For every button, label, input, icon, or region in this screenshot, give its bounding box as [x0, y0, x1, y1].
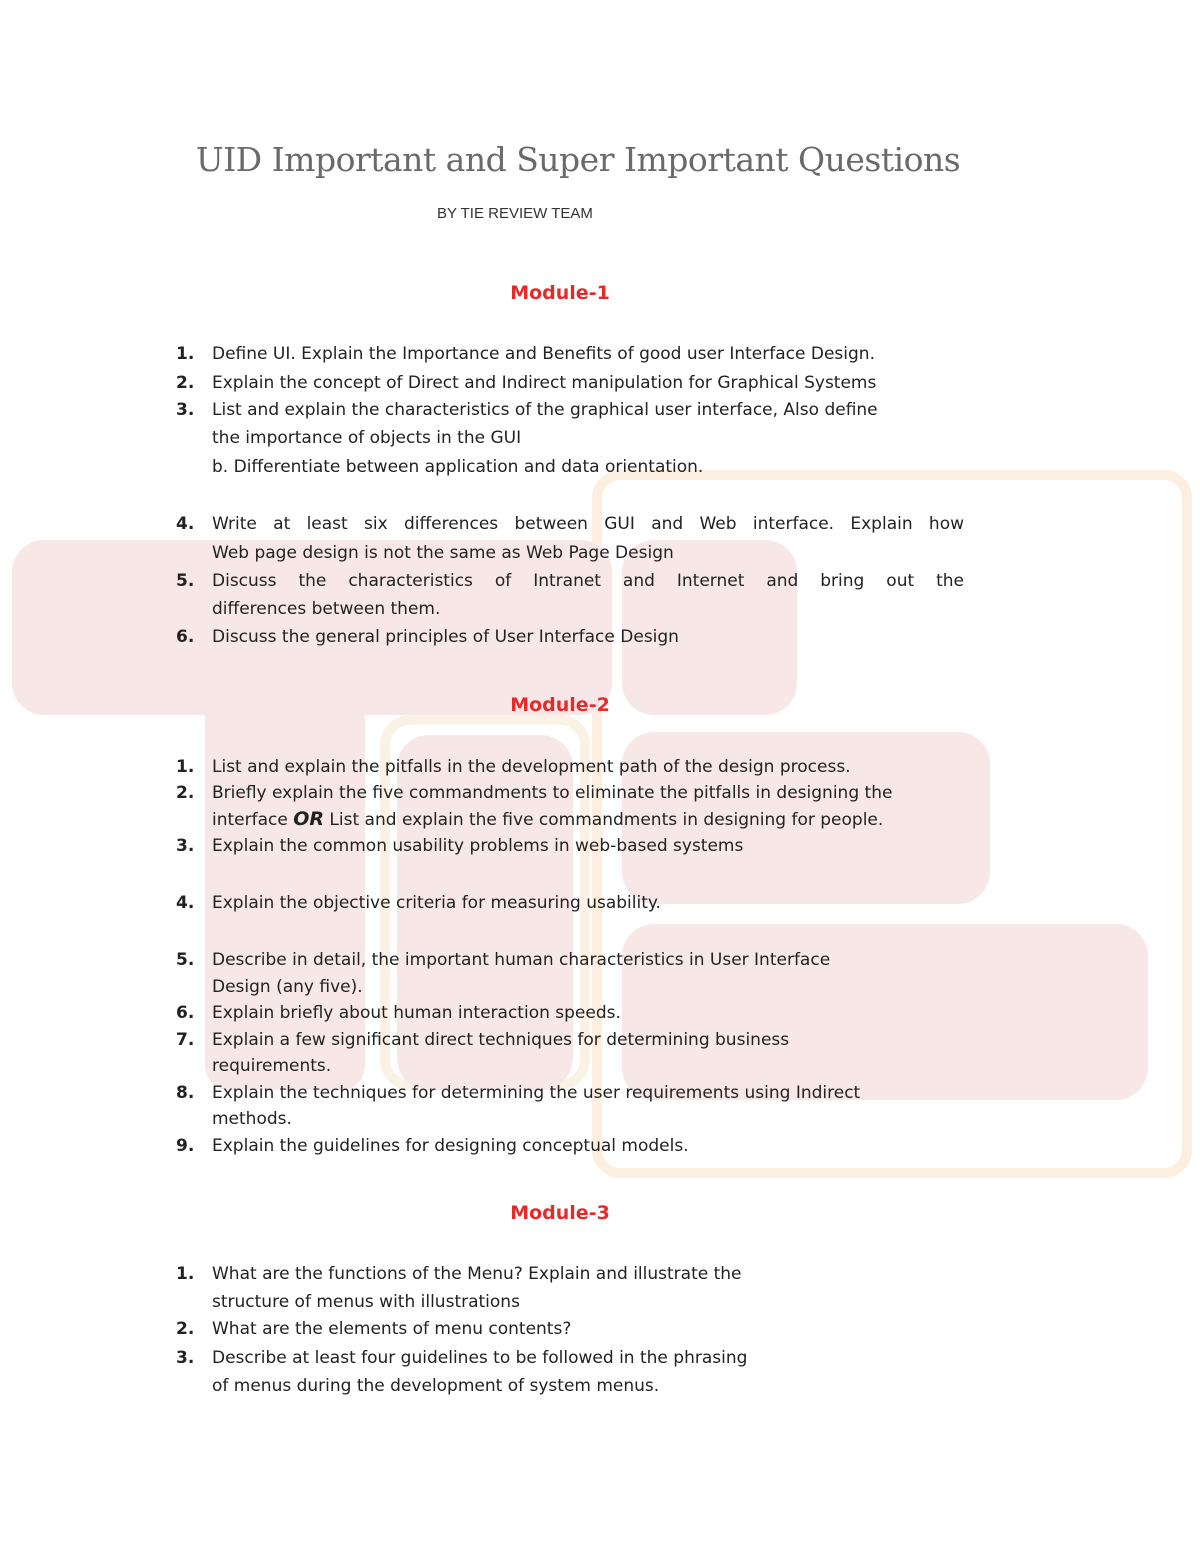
module-1-question-3-sub-b: b. Differentiate between application and data orientation. — [212, 457, 704, 477]
line-suffix: List and explain the five commandments in designing for people. — [324, 810, 884, 830]
question-text-line-1: Write at least six differences between GUI and Web interface. Explain how — [212, 514, 964, 534]
question-number: 2. — [176, 783, 195, 803]
question-number: 3. — [176, 836, 195, 856]
question-text: Explain the common usability problems in web-based systems — [212, 836, 744, 856]
question-text: Explain the objective criteria for measuring usability. — [212, 893, 661, 913]
question-text-line-1: Describe at least four guidelines to be followed in the phrasing — [212, 1348, 748, 1368]
module-1-question-6 — [176, 623, 964, 651]
question-number: 4. — [176, 893, 195, 913]
module-2-question-6 — [176, 999, 976, 1027]
byline: BY TIE REVIEW TEAM — [437, 205, 593, 222]
module-1-question-4 — [176, 510, 964, 570]
question-text-line-1: Describe in detail, the important human characteristics in User Interface — [212, 950, 831, 970]
question-text-line-2: of menus during the development of system menus. — [212, 1376, 660, 1396]
module-3-question-3 — [176, 1344, 976, 1400]
module-3-question-2 — [176, 1315, 976, 1343]
module-2-question-4 — [176, 889, 976, 917]
question-text: Define UI. Explain the Importance and Benefits of good user Interface Design. — [212, 344, 875, 364]
question-text-line-2: the importance of objects in the GUI — [212, 428, 522, 448]
question-text-line-1: Explain the techniques for determining the user requirements using Indirect — [212, 1083, 861, 1103]
question-text-line-2: differences between them. — [212, 599, 441, 619]
question-text-line-1: What are the functions of the Menu? Explain and illustrate the — [212, 1264, 742, 1284]
question-text: Explain briefly about human interaction speeds. — [212, 1003, 621, 1023]
module-3-heading: Module-3 — [510, 1202, 610, 1224]
module-2-question-9 — [176, 1132, 976, 1160]
document-title: UID Important and Super Important Questions — [195, 140, 961, 179]
question-text-line-1: Explain a few significant direct techniques for determining business — [212, 1030, 790, 1050]
module-2-question-2 — [176, 779, 986, 835]
question-text-line-2: Web page design is not the same as Web Page Design — [212, 543, 674, 563]
question-text-line-1: Discuss the characteristics of Intranet and Internet and bring out the — [212, 571, 964, 591]
module-1-question-5 — [176, 567, 964, 627]
question-number: 1. — [176, 344, 195, 364]
module-1-heading: Module-1 — [510, 282, 610, 304]
question-number: 6. — [176, 1003, 195, 1023]
or-separator: OR — [293, 808, 325, 830]
question-number: 3. — [176, 1348, 195, 1368]
question-number: 9. — [176, 1136, 195, 1156]
question-number: 5. — [176, 571, 195, 591]
module-2-question-7 — [176, 1026, 976, 1082]
question-number: 6. — [176, 627, 195, 647]
question-number: 1. — [176, 1264, 195, 1284]
question-text: Explain the guidelines for designing conceptual models. — [212, 1136, 689, 1156]
module-3-question-1 — [176, 1260, 976, 1316]
question-text-line-2: methods. — [212, 1109, 292, 1129]
question-number: 8. — [176, 1083, 195, 1103]
question-number: 5. — [176, 950, 195, 970]
module-1-question-2 — [176, 369, 976, 397]
question-text-line-2 — [212, 805, 883, 834]
module-2-question-1 — [176, 753, 976, 781]
question-text: Discuss the general principles of User Interface Design — [212, 627, 679, 647]
question-text: Explain the concept of Direct and Indirect manipulation for Graphical Systems — [212, 373, 877, 393]
module-2-question-8 — [176, 1079, 976, 1135]
question-text: What are the elements of menu contents? — [212, 1319, 572, 1339]
question-number: 4. — [176, 514, 195, 534]
question-text-line-1: List and explain the characteristics of the graphical user interface, Also define — [212, 400, 878, 420]
question-text-line-2: Design (any five). — [212, 977, 363, 997]
module-2-heading: Module-2 — [510, 694, 610, 716]
module-2-question-3 — [176, 832, 976, 860]
module-1-question-1 — [176, 340, 976, 368]
module-2-question-5 — [176, 946, 976, 1002]
question-text-line-2: structure of menus with illustrations — [212, 1292, 520, 1312]
question-number: 1. — [176, 757, 195, 777]
question-number: 2. — [176, 373, 195, 393]
question-number: 2. — [176, 1319, 195, 1339]
question-number: 7. — [176, 1030, 195, 1050]
question-text: List and explain the pitfalls in the development path of the design process. — [212, 757, 851, 777]
question-number: 3. — [176, 400, 195, 420]
question-text-line-2: requirements. — [212, 1056, 332, 1076]
module-1-question-3 — [176, 396, 976, 456]
line-prefix: interface — [212, 810, 294, 830]
question-text-line-1: Briefly explain the five commandments to eliminate the pitfalls in designing the — [212, 783, 893, 803]
